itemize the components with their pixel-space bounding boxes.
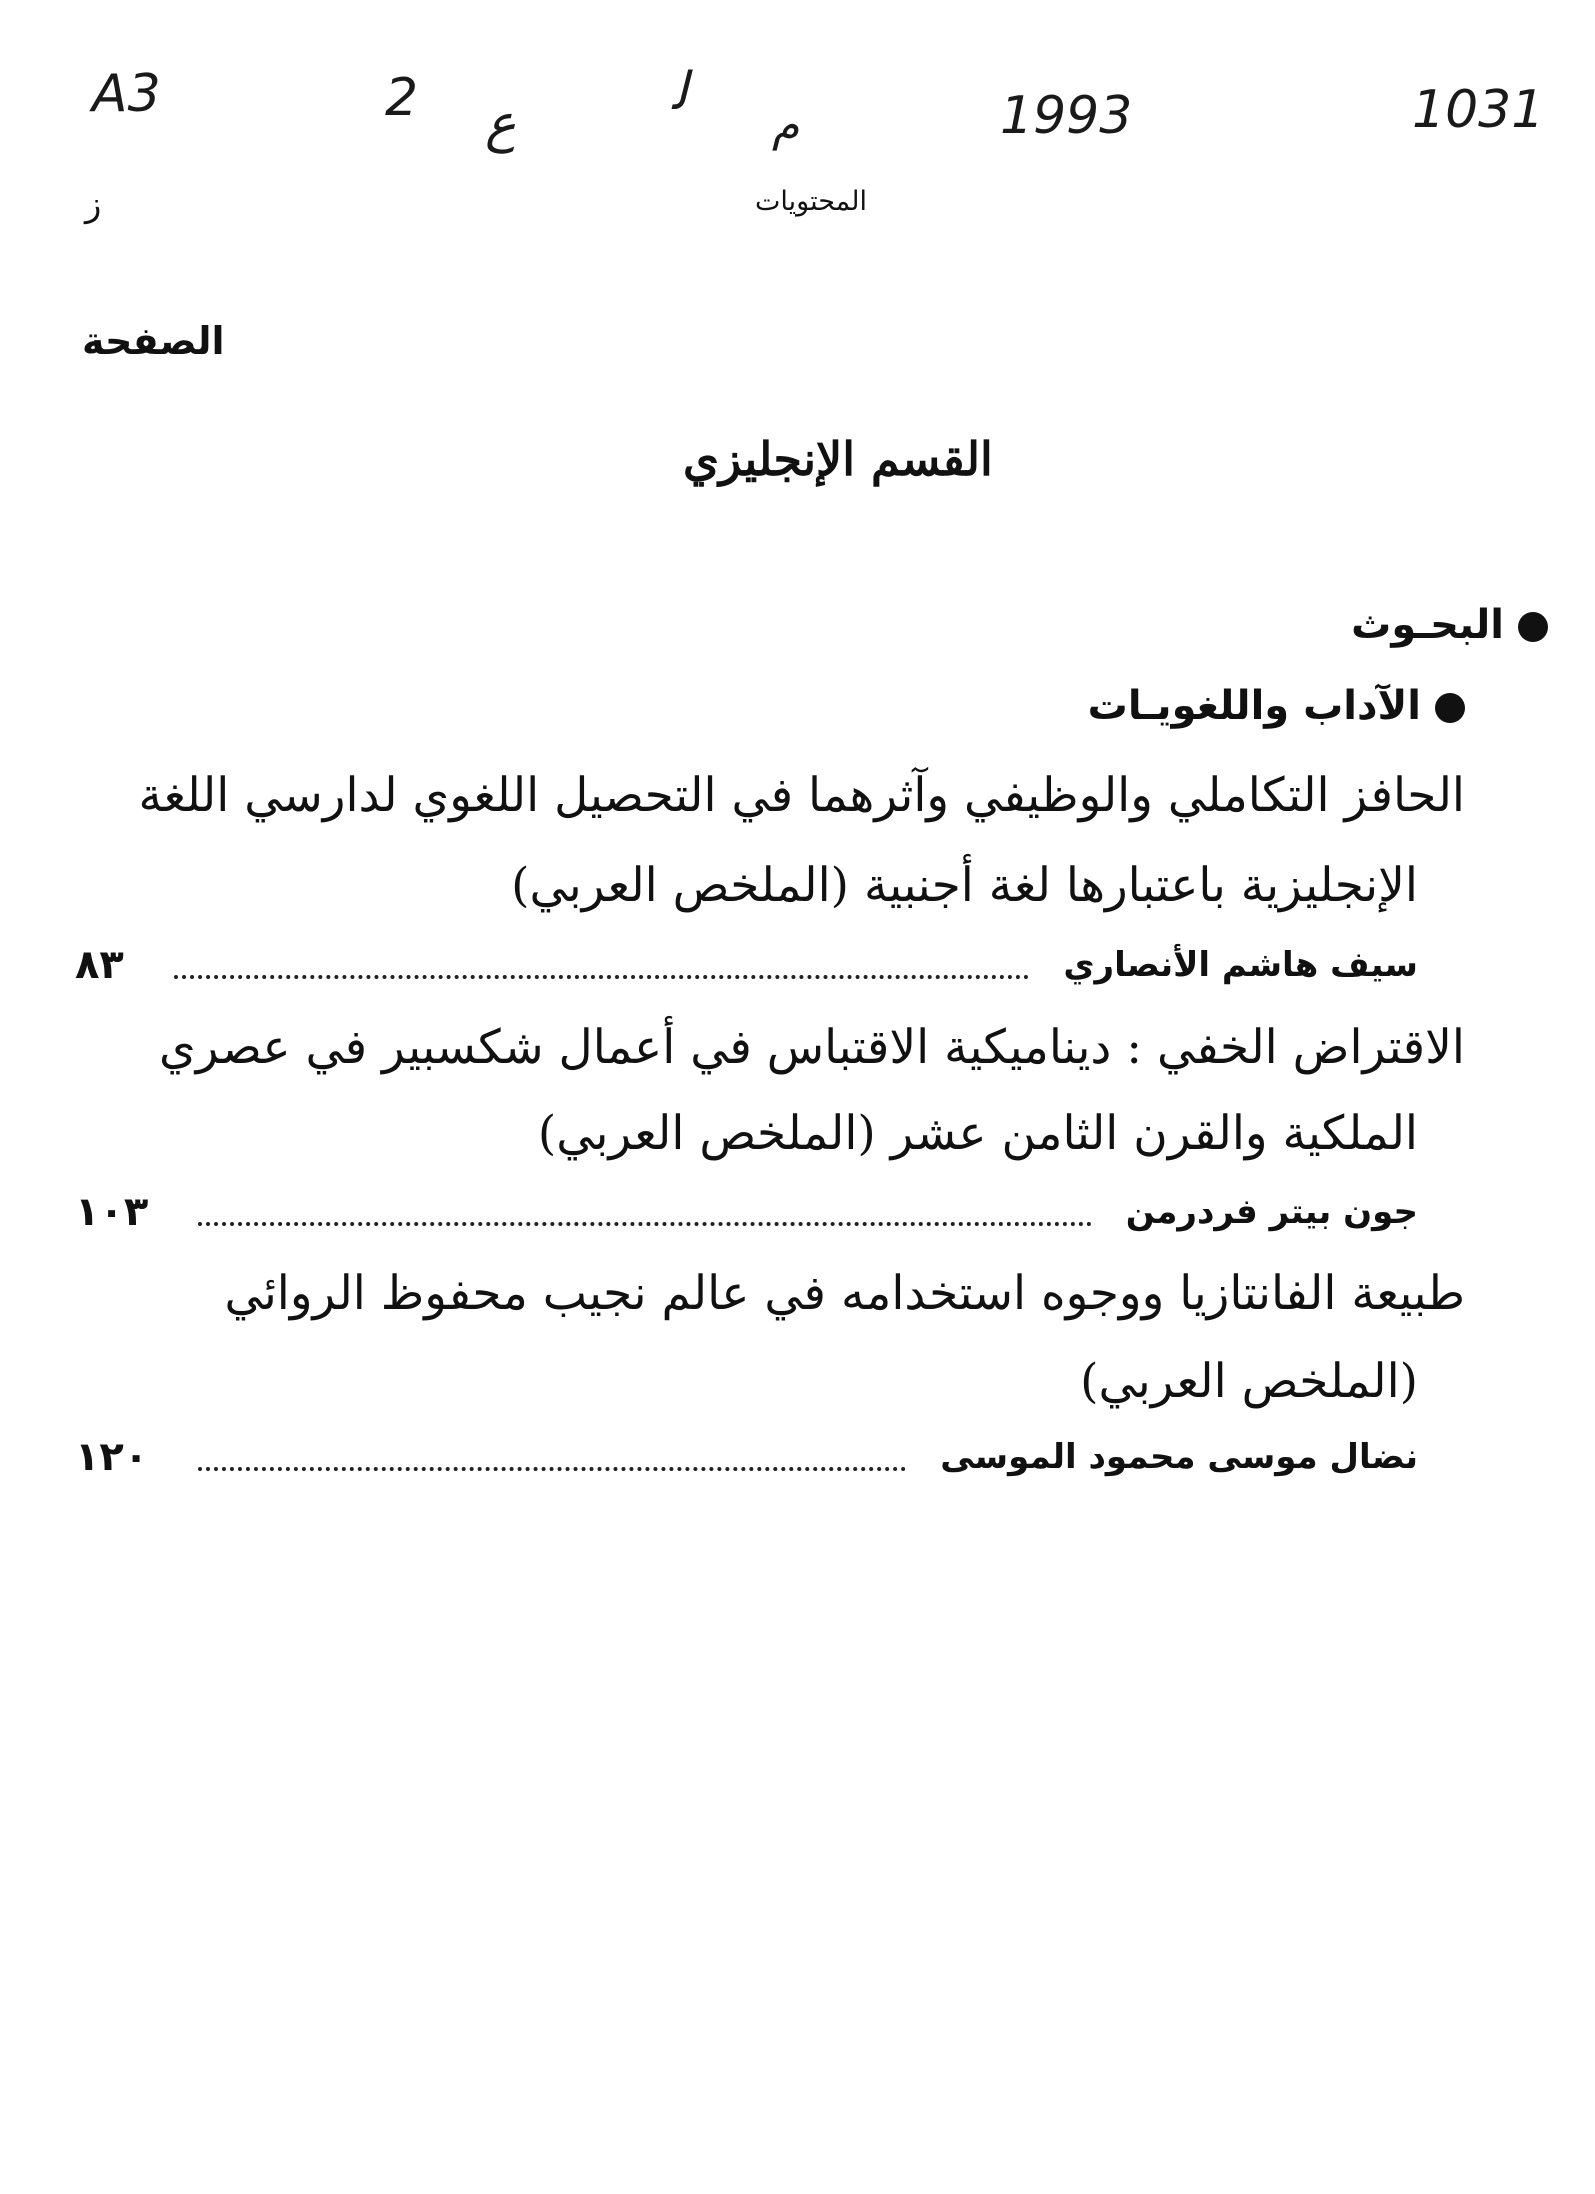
contents-label: المحتويات [755,186,868,217]
entry-page-number: ٨٣ [75,942,124,988]
entry-author: سيف هاشم الأنصاري [1063,945,1418,985]
entry-title-line: الملكية والقرن الثامن عشر (الملخص العربي) [537,1106,1418,1161]
handwritten-code-a3: A3 [92,64,161,124]
handwritten-mark-m: م [772,100,800,151]
dot-leader [174,975,1030,979]
entry-title-line: الحافز التكاملي والوظيفي وآثرهما في التحصيل اللغوي لدارسي اللغة [138,768,1465,823]
toc-entry-row [75,1187,1418,1237]
toc-entry-row [75,1432,1418,1482]
handwritten-mark-ain: ع [485,94,517,154]
entry-page-number: ١٠٣ [75,1189,149,1235]
bullet-icon [1435,693,1465,723]
entry-title-line: الإنجليزية باعتبارها لغة أجنبية (الملخص العربي) [511,858,1418,913]
toc-entry-row [75,940,1418,990]
handwritten-code-1031: 1031 [1412,80,1545,140]
category-research-label: البحـوث [1351,602,1504,648]
entry-author: جون بيتر فردرمن [1125,1192,1418,1232]
dot-leader [198,1222,1091,1226]
category-literature-linguistics-label: الآداب واللغويـات [1087,683,1421,729]
handwritten-mark-slash: ﻟ [672,62,688,122]
bullet-icon [1518,612,1548,642]
entry-page-number: ١٢٠ [75,1434,149,1480]
section-title: القسم الإنجليزي [683,432,993,486]
handwritten-mark-2: 2 [385,68,419,128]
handwritten-year: 1993 [1000,86,1133,146]
page-letter: ز [85,185,102,225]
entry-author: نضال موسى محمود الموسى [940,1437,1418,1477]
category-literature-linguistics [1087,683,1465,729]
entry-title-line: (الملخص العربي) [1080,1354,1418,1409]
entry-title-line: طبيعة الفانتازيا ووجوه استخدامه في عالم نجيب محفوظ الروائي [224,1266,1465,1321]
page-column-label: الصفحة [82,319,225,363]
entry-title-line: الاقتراض الخفي : ديناميكية الاقتباس في أعمال شكسبير في عصري [159,1020,1465,1075]
dot-leader [198,1467,906,1471]
category-research [1351,602,1548,648]
